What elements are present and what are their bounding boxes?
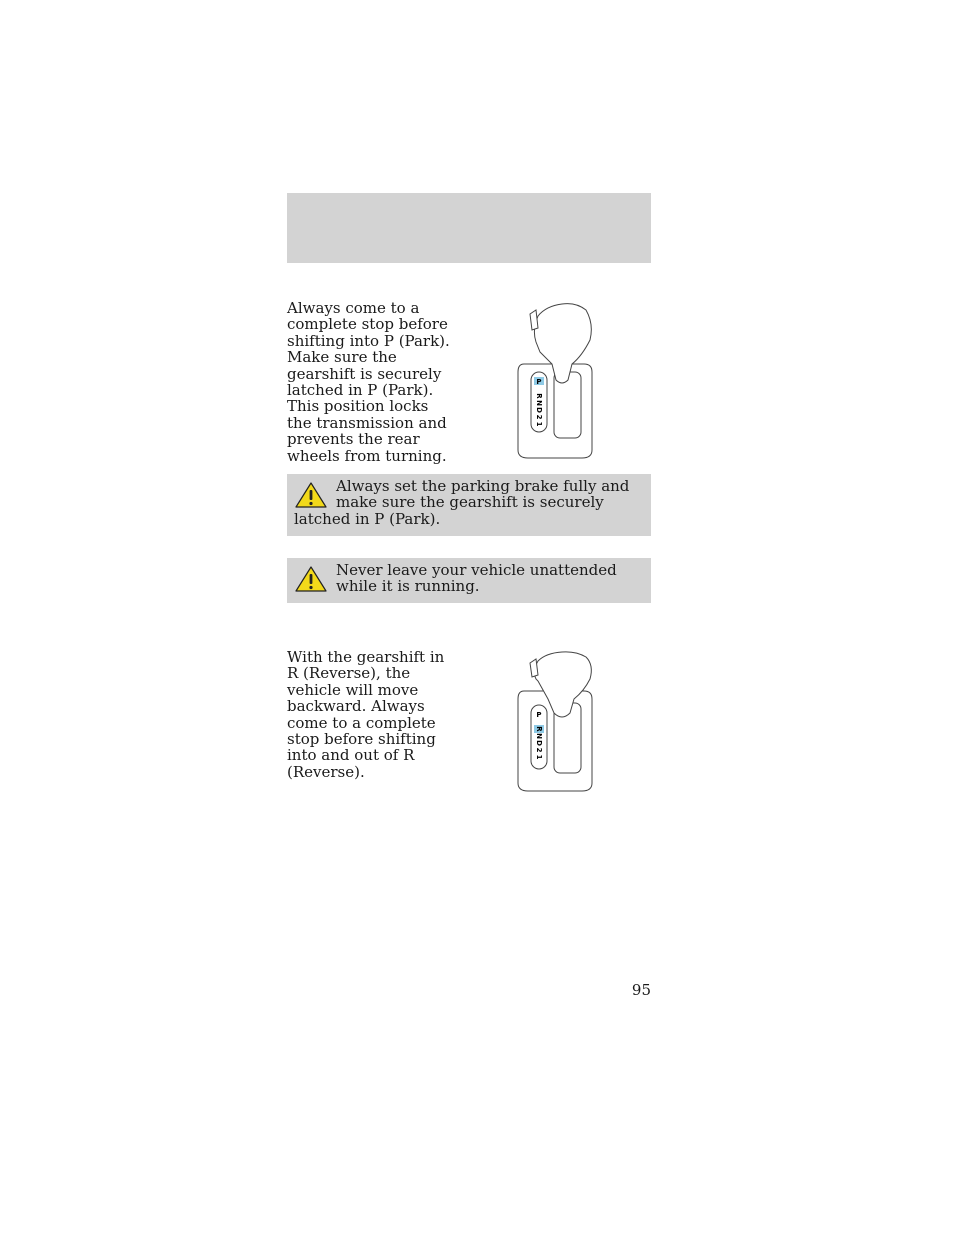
gear-letter-d: D <box>535 407 543 413</box>
gear-letter-1: 1 <box>535 421 543 427</box>
page-number: 95 <box>631 981 651 999</box>
gearshift-diagram-park <box>510 300 600 462</box>
warning-text: Always set the parking brake fully and make sure the gearshift is securely latched in P (Park). <box>294 477 630 528</box>
gear-letter-d: D <box>535 740 543 746</box>
gear-letter-1: 1 <box>535 754 543 760</box>
warning-triangle-icon <box>294 481 328 509</box>
warning-box-unattended <box>287 558 651 603</box>
reverse-paragraph: With the gearshift in R (Reverse), the vehicle will move backward. Always come to a complete stop before shifting into and out of R (Reverse). <box>287 648 445 781</box>
park-paragraph: Always come to a complete stop before shifting into P (Park). Make sure the gearshift is securely latched in P (Park). This position locks the transmission and prevents the rear wheels from turning. <box>287 299 450 465</box>
gearshift-park-svg <box>510 300 600 462</box>
gear-letter-2: 2 <box>535 414 543 420</box>
gear-letter-n: N <box>535 733 543 739</box>
section-header-band <box>287 193 651 263</box>
gear-letter-n: N <box>535 400 543 406</box>
warning-box-parking-brake <box>287 474 651 536</box>
gear-letter-r: R <box>535 726 543 732</box>
warning-triangle-icon <box>294 565 328 593</box>
gear-letter-r: R <box>535 393 543 399</box>
gearshift-reverse-svg <box>510 649 600 794</box>
gear-letter-2: 2 <box>535 747 543 753</box>
gearshift-diagram-reverse <box>510 649 600 794</box>
gear-letter-p: P <box>536 378 542 386</box>
warning-text: Never leave your vehicle unattended while it is running. <box>336 561 617 596</box>
gear-letter-p: P <box>536 711 542 719</box>
